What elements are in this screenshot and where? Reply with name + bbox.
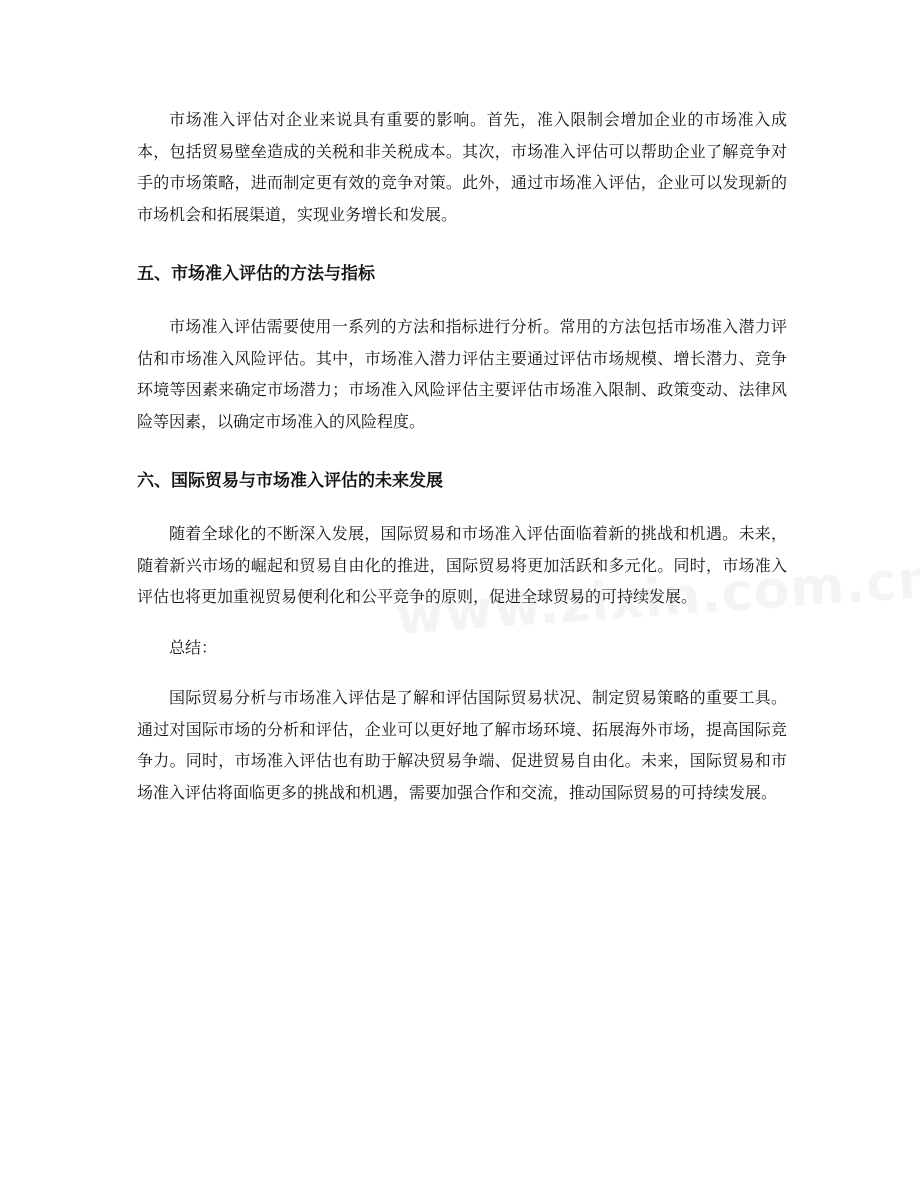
document-body xyxy=(137,104,787,808)
paragraph-section-5: 市场准入评估需要使用一系列的方法和指标进行分析。常用的方法包括市场准入潜力评估和市场准入风险评估。其中，市场准入潜力评估主要通过评估市场规模、增长潜力、竞争环境等因素来确定市场潜力；市场准入风险评估主要评估市场准入限制、政策变动、法律风险等因素，以确定市场准入的风险程度。 xyxy=(137,317,787,431)
summary-label: 总结： xyxy=(169,637,218,657)
paragraph-summary: 国际贸易分析与市场准入评估是了解和评估国际贸易状况、制定贸易策略的重要工具。通过对国际市场的分析和评估，企业可以更好地了解市场环境、拓展海外市场，提高国际竞争力。同时，市场准入评估也有助于解决贸易争端、促进贸易自由化。未来，国际贸易和市场准入评估将面临更多的挑战和机遇，需要加强合作和交流，推动国际贸易的可持续发展。 xyxy=(137,688,787,802)
paragraph-section-6: 随着全球化的不断深入发展，国际贸易和市场准入评估面临着新的挑战和机遇。未来，随着新兴市场的崛起和贸易自由化的推进，国际贸易将更加活跃和多元化。同时，市场准入评估也将更加重视贸易便利化和公平竞争的原则，促进全球贸易的可持续发展。 xyxy=(137,524,787,606)
section-6-heading: 六、国际贸易与市场准入评估的未来发展 xyxy=(137,471,443,491)
section-5-heading: 五、市场准入评估的方法与指标 xyxy=(137,264,375,284)
paragraph-intro: 市场准入评估对企业来说具有重要的影响。首先，准入限制会增加企业的市场准入成本，包括贸易壁垒造成的关税和非关税成本。其次，市场准入评估可以帮助企业了解竞争对手的市场策略，进而制定更有效的竞争对策。此外，通过市场准入评估，企业可以发现新的市场机会和拓展渠道，实现业务增长和发展。 xyxy=(137,110,787,224)
